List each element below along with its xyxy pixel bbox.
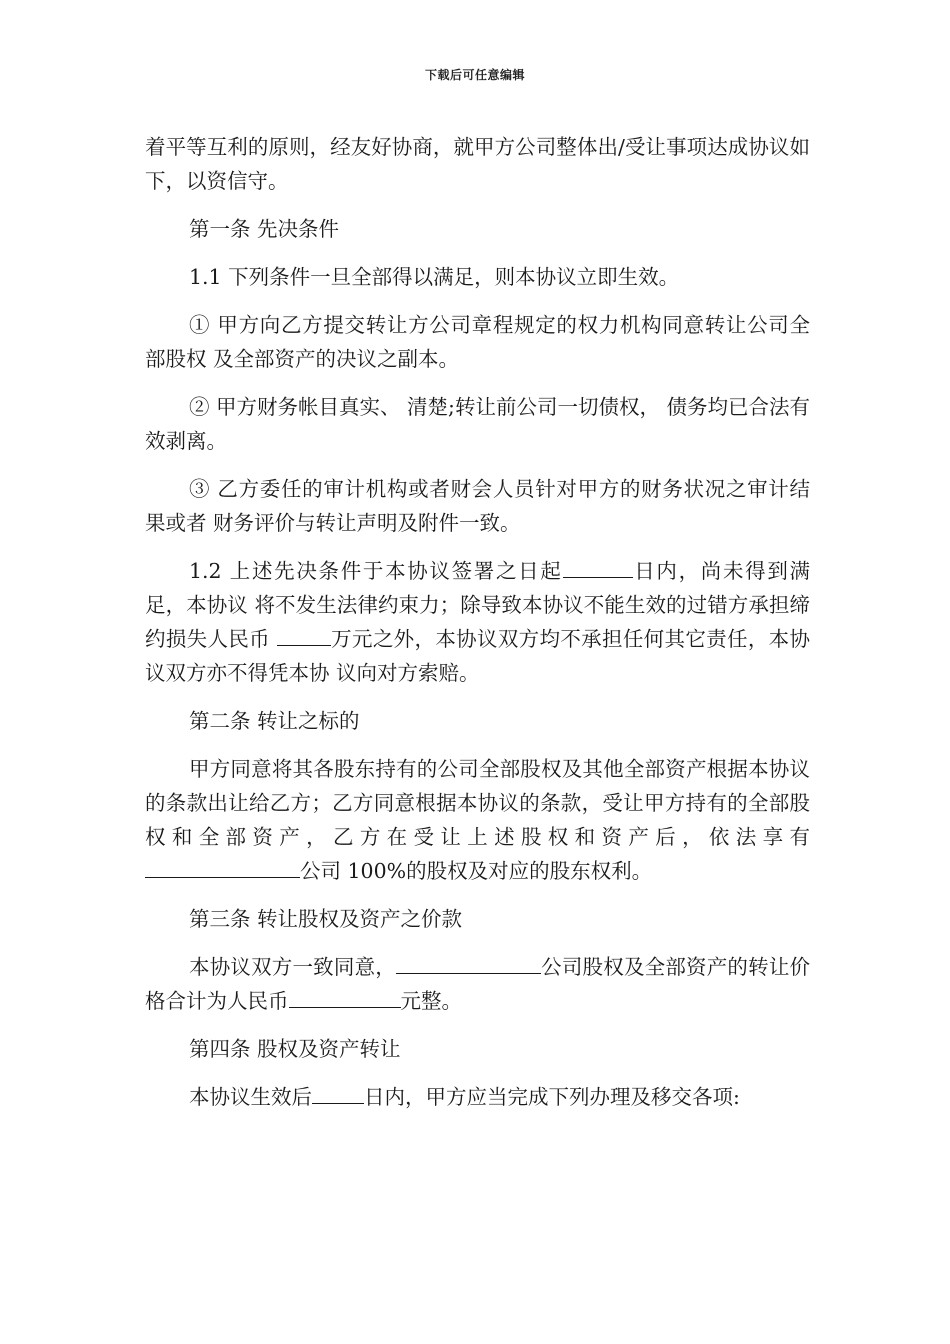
- company-name-blank[interactable]: [145, 855, 300, 878]
- article-4-text-b: 日内，甲方应当完成下列办理及移交各项:: [364, 1085, 740, 1109]
- clause-1-1-item-3: ③ 乙方委任的审计机构或者财会人员针对甲方的财务状况之审计结果或者 财务评价与转让声明及附件一致。: [145, 477, 810, 535]
- clause-1-1-item-1: ① 甲方向乙方提交转让方公司章程规定的权力机构同意转让公司全部股权 及全部资产的决议之副本。: [145, 313, 810, 371]
- compensation-amount-blank[interactable]: [277, 623, 331, 646]
- clause-1-2-text-a: 1.2 上述先决条件于本协议签署之日起: [189, 559, 563, 583]
- article-2-heading: 第二条 转让之标的: [189, 709, 360, 733]
- article-3-body: [145, 950, 810, 1018]
- clause-1-1: 1.1 下列条件一旦全部得以满足，则本协议立即生效。: [189, 265, 680, 289]
- transfer-days-blank[interactable]: [312, 1081, 364, 1104]
- clause-1-1-item-2: ② 甲方财务帐目真实、 清楚;转让前公司一切债权， 债务均已合法有效剥离。: [145, 395, 810, 453]
- document-body: [145, 130, 810, 1128]
- clause-1-2-text-c: 万元之外，本协议双方均不承担任何其它责任，本协议双方亦不得凭本协 议向对方索赔。: [145, 627, 810, 685]
- price-amount-blank[interactable]: [289, 985, 401, 1008]
- company-name-blank-2[interactable]: [396, 951, 541, 974]
- paragraph-intro: 着平等互利的原则，经友好协商，就甲方公司整体出/受让事项达成协议如下，以资信守。: [145, 135, 810, 193]
- article-2-text-a: 甲方同意将其各股东持有的公司全部股权及其他全部资产根据本协议的条款出让给乙方；乙方同意根据本协议的条款，受让甲方持有的全部股权和全部资产，乙方在受让上述股权和资产后，依法享有: [145, 757, 810, 849]
- article-1-heading: 第一条 先决条件: [189, 217, 340, 241]
- article-4-heading: 第四条 股权及资产转让: [189, 1037, 401, 1061]
- article-3-text-a: 本协议双方一致同意，: [189, 955, 396, 979]
- article-3-text-c: 元整。: [400, 989, 462, 1013]
- article-4-text-a: 本协议生效后: [189, 1085, 312, 1109]
- article-3-heading: 第三条 转让股权及资产之价款: [189, 907, 463, 931]
- article-2-text-b: 公司 100%的股权及对应的股东权利。: [300, 859, 653, 883]
- clause-1-2-text-b: 日内，尚未得到满足，本协议 将不发生法律约束力；除导致本协议不能生效的过错方承担缔约损失人民币: [145, 559, 811, 651]
- article-4-body: [145, 1080, 810, 1114]
- article-2-body: [145, 752, 810, 888]
- clause-1-2: [145, 554, 810, 690]
- article-3-text-b: 公司股权及全部资产的转让价格合计为人民币: [145, 955, 811, 1013]
- days-blank[interactable]: [563, 555, 633, 578]
- page-header: 下载后可任意编辑: [424, 68, 525, 82]
